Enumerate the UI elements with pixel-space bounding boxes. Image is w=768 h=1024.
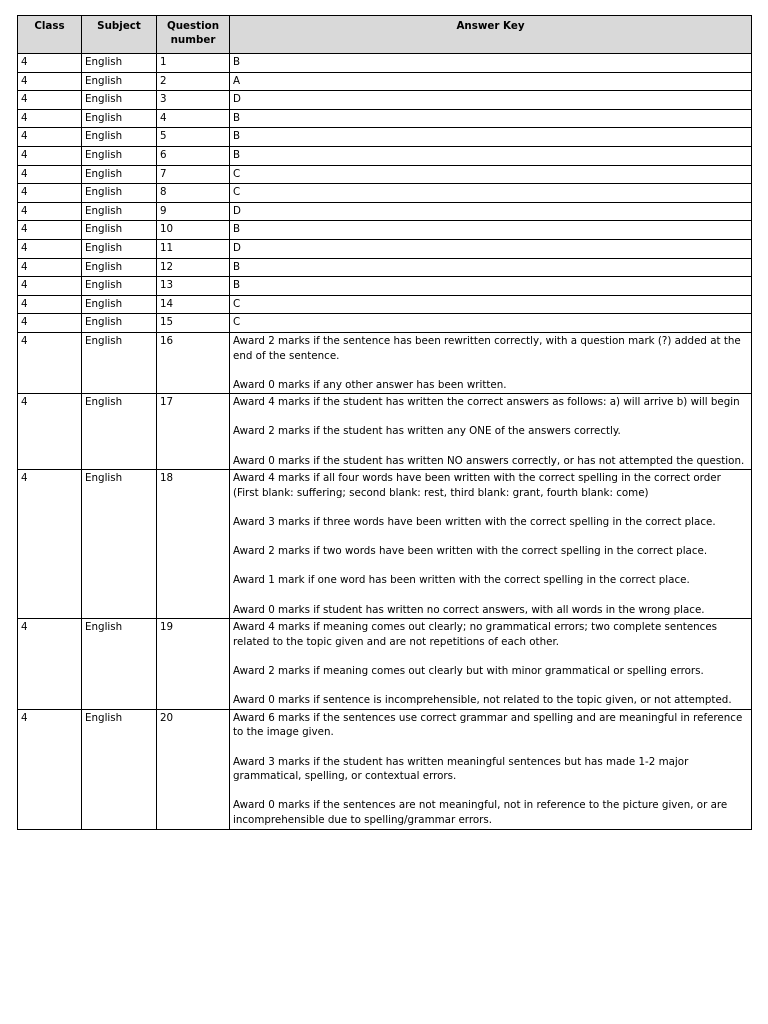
cell-class: 4 <box>18 394 82 470</box>
answer-key-paragraph: B <box>233 223 241 236</box>
cell-answer-key <box>230 332 752 393</box>
cell-subject: English <box>82 394 157 470</box>
answer-key-paragraph: Award 2 marks if meaning comes out clearly but with minor grammatical or spelling errors. <box>233 664 704 677</box>
cell-question-number: 13 <box>157 277 230 296</box>
cell-answer-key <box>230 109 752 128</box>
cell-question-number: 3 <box>157 91 230 110</box>
cell-question-number: 19 <box>157 619 230 710</box>
cell-subject: English <box>82 109 157 128</box>
answer-key-paragraph: B <box>233 130 241 143</box>
cell-class: 4 <box>18 165 82 184</box>
cell-subject: English <box>82 221 157 240</box>
answer-key-paragraph: Award 4 marks if the student has written the correct answers as follows: a) will arrive b) will begin <box>233 396 740 409</box>
answer-key-paragraph: Award 3 marks if three words have been written with the correct spelling in the correct place. <box>233 516 716 529</box>
table-row <box>18 239 752 258</box>
cell-answer-key <box>230 470 752 619</box>
cell-subject: English <box>82 332 157 393</box>
cell-answer-key <box>230 128 752 147</box>
cell-answer-key <box>230 165 752 184</box>
answer-key-paragraph: Award 1 mark if one word has been written with the correct spelling in the correct place. <box>233 574 690 587</box>
cell-class: 4 <box>18 202 82 221</box>
answer-key-paragraph: Award 2 marks if the student has written any ONE of the answers correctly. <box>233 425 621 438</box>
answer-key-paragraph: Award 2 marks if the sentence has been rewritten correctly, with a question mark (?) added at the end of the sentence. <box>233 334 741 362</box>
table-body <box>18 54 752 830</box>
answer-key-paragraph: Award 4 marks if meaning comes out clearly; no grammatical errors; two complete sentences related to the topic given and are not repetitions of each other. <box>233 621 718 648</box>
table-row <box>18 72 752 91</box>
answer-key-paragraph: Award 4 marks if all four words have been written with the correct spelling in the correct order (First blank: suffering; second blank: rest, third blank: grant, fourth blank: come) <box>233 472 721 499</box>
table-row <box>18 258 752 277</box>
cell-answer-key <box>230 239 752 258</box>
cell-class: 4 <box>18 128 82 147</box>
answer-key-paragraph: Award 0 marks if any other answer has been written. <box>233 378 507 391</box>
cell-question-number: 17 <box>157 394 230 470</box>
cell-question-number: 5 <box>157 128 230 147</box>
cell-subject: English <box>82 128 157 147</box>
answer-key-paragraph: D <box>233 241 241 254</box>
answer-key-paragraph: C <box>233 167 241 180</box>
table-row <box>18 709 752 829</box>
cell-subject: English <box>82 91 157 110</box>
table-row <box>18 128 752 147</box>
table-row <box>18 277 752 296</box>
cell-question-number: 11 <box>157 239 230 258</box>
cell-subject: English <box>82 277 157 296</box>
answer-key-paragraph: Award 0 marks if the sentences are not meaningful, not in reference to the picture given, or are incomprehensible due to spelling/grammar errors. <box>233 799 728 826</box>
answer-key-paragraph: A <box>233 74 241 87</box>
cell-question-number: 20 <box>157 709 230 829</box>
cell-answer-key <box>230 295 752 314</box>
answer-key-paragraph: B <box>233 260 241 273</box>
header-question-number: Question number <box>157 16 230 54</box>
table-row <box>18 109 752 128</box>
cell-answer-key <box>230 277 752 296</box>
cell-class: 4 <box>18 332 82 393</box>
cell-answer-key <box>230 91 752 110</box>
cell-subject: English <box>82 239 157 258</box>
answer-key-paragraph: D <box>233 204 241 217</box>
cell-class: 4 <box>18 221 82 240</box>
cell-class: 4 <box>18 239 82 258</box>
cell-question-number: 9 <box>157 202 230 221</box>
answer-key-paragraph: Award 3 marks if the student has written meaningful sentences but has made 1-2 major grammatical, spelling, or contextual errors. <box>233 755 689 783</box>
cell-answer-key <box>230 221 752 240</box>
cell-class: 4 <box>18 619 82 710</box>
cell-class: 4 <box>18 146 82 165</box>
cell-class: 4 <box>18 91 82 110</box>
cell-class: 4 <box>18 72 82 91</box>
cell-answer-key <box>230 394 752 470</box>
table-row <box>18 91 752 110</box>
cell-subject: English <box>82 72 157 91</box>
cell-question-number: 14 <box>157 295 230 314</box>
cell-question-number: 2 <box>157 72 230 91</box>
cell-subject: English <box>82 314 157 333</box>
cell-class: 4 <box>18 470 82 619</box>
cell-subject: English <box>82 709 157 829</box>
cell-class: 4 <box>18 258 82 277</box>
cell-answer-key <box>230 54 752 73</box>
table-row <box>18 314 752 333</box>
answer-key-paragraph: B <box>233 111 241 124</box>
cell-answer-key <box>230 258 752 277</box>
cell-answer-key <box>230 202 752 221</box>
table-row <box>18 184 752 203</box>
cell-question-number: 12 <box>157 258 230 277</box>
answer-key-paragraph: Award 6 marks if the sentences use correct grammar and spelling and are meaningful in reference to the image given. <box>233 711 743 739</box>
cell-answer-key <box>230 314 752 333</box>
table-row <box>18 146 752 165</box>
cell-subject: English <box>82 295 157 314</box>
cell-subject: English <box>82 470 157 619</box>
answer-key-paragraph: Award 0 marks if the student has written NO answers correctly, or has not attempted the question. <box>233 454 745 467</box>
answer-key-paragraph: C <box>233 297 241 310</box>
cell-subject: English <box>82 184 157 203</box>
cell-answer-key <box>230 619 752 710</box>
table-row <box>18 470 752 619</box>
cell-question-number: 15 <box>157 314 230 333</box>
answer-key-paragraph: B <box>233 56 241 68</box>
cell-question-number: 16 <box>157 332 230 393</box>
answer-key-table <box>17 15 752 830</box>
cell-class: 4 <box>18 295 82 314</box>
cell-question-number: 6 <box>157 146 230 165</box>
table-row <box>18 221 752 240</box>
cell-question-number: 4 <box>157 109 230 128</box>
table-row <box>18 394 752 470</box>
table-row <box>18 54 752 73</box>
answer-key-paragraph: B <box>233 148 241 161</box>
answer-key-paragraph: Award 0 marks if student has written no correct answers, with all words in the wrong place. <box>233 603 705 616</box>
answer-key-paragraph: B <box>233 279 241 292</box>
header-answer-key: Answer Key <box>230 16 752 54</box>
answer-key-paragraph: D <box>233 93 241 106</box>
cell-question-number: 18 <box>157 470 230 619</box>
cell-answer-key <box>230 184 752 203</box>
cell-class: 4 <box>18 314 82 333</box>
cell-question-number: 1 <box>157 54 230 73</box>
header-subject: Subject <box>82 16 157 54</box>
cell-question-number: 10 <box>157 221 230 240</box>
answer-key-paragraph: Award 2 marks if two words have been written with the correct spelling in the correct place. <box>233 545 708 558</box>
answer-key-paragraph: C <box>233 186 241 199</box>
cell-class: 4 <box>18 184 82 203</box>
header-class: Class <box>18 16 82 54</box>
cell-question-number: 7 <box>157 165 230 184</box>
table-row <box>18 332 752 393</box>
header-row <box>18 16 752 54</box>
cell-question-number: 8 <box>157 184 230 203</box>
cell-class: 4 <box>18 709 82 829</box>
cell-subject: English <box>82 619 157 710</box>
table-row <box>18 619 752 710</box>
cell-class: 4 <box>18 109 82 128</box>
cell-subject: English <box>82 258 157 277</box>
table-row <box>18 295 752 314</box>
cell-class: 4 <box>18 54 82 73</box>
cell-answer-key <box>230 146 752 165</box>
cell-class: 4 <box>18 277 82 296</box>
cell-subject: English <box>82 54 157 73</box>
cell-subject: English <box>82 202 157 221</box>
table-row <box>18 165 752 184</box>
cell-answer-key <box>230 72 752 91</box>
cell-answer-key <box>230 709 752 829</box>
table-row <box>18 202 752 221</box>
cell-subject: English <box>82 165 157 184</box>
table-header <box>18 16 752 54</box>
answer-key-paragraph: Award 0 marks if sentence is incomprehensible, not related to the topic given, or not attempted. <box>233 694 732 707</box>
answer-key-paragraph: C <box>233 316 241 329</box>
cell-subject: English <box>82 146 157 165</box>
